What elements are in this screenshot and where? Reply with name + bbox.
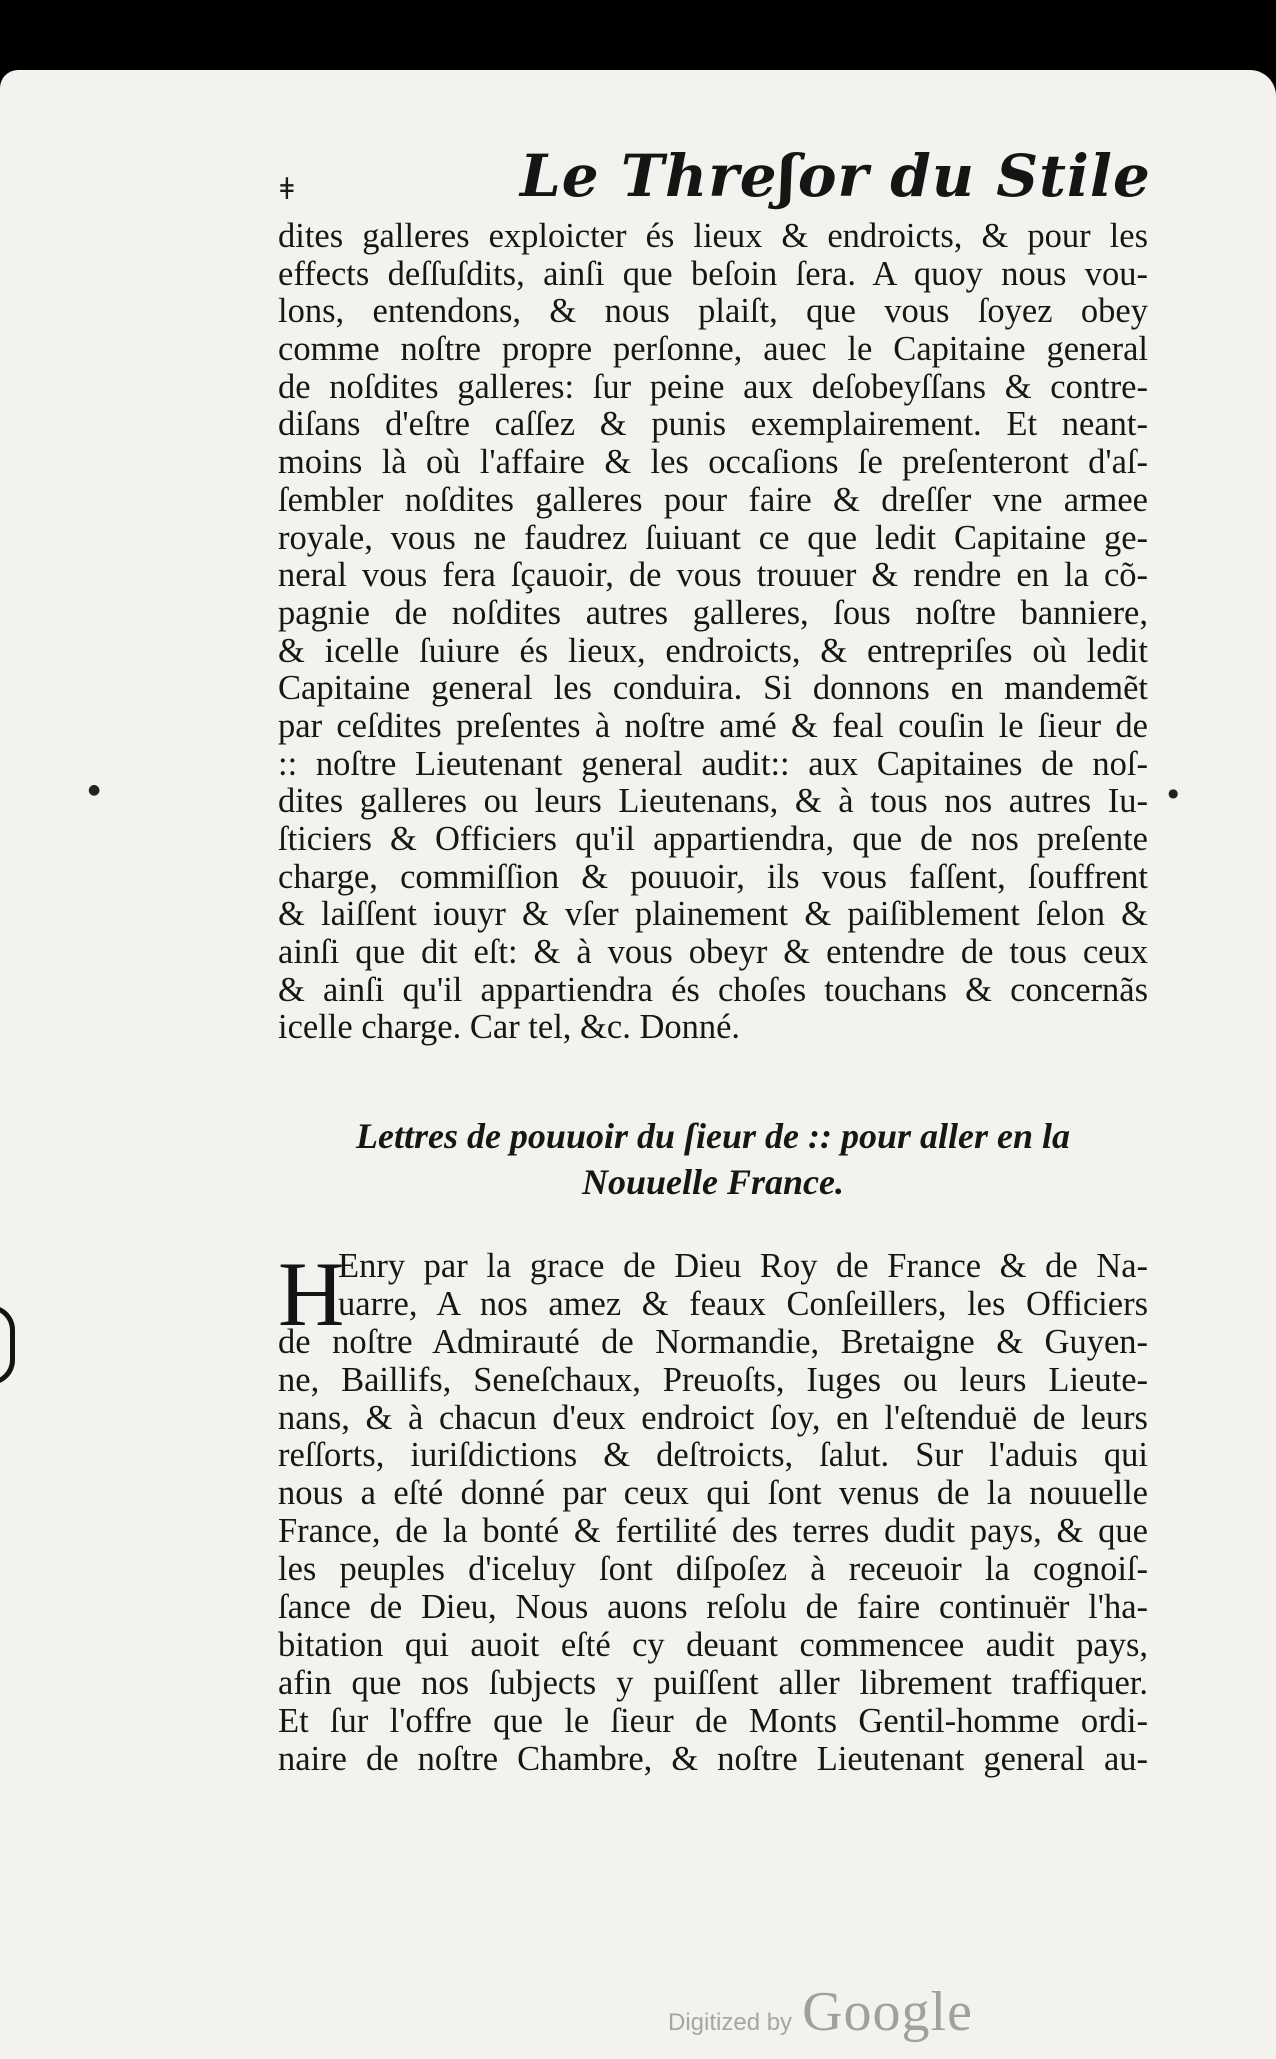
text-line: bitation qui auoit eſté cy deuant commencee audit pays, — [278, 1625, 1148, 1664]
ink-speck: ● — [1168, 786, 1179, 800]
text-line: moins là où l'affaire & les occaſions ſe preſenteront d'aſ- — [278, 443, 1148, 482]
text-line: royale, vous ne faudrez ſuiuant ce que ledit Capitaine ge- — [278, 518, 1148, 557]
text-line: neral vous fera ſçauoir, de vous trouuer & rendre en la cõ- — [278, 556, 1148, 595]
paragraph-1 — [278, 218, 1148, 1047]
running-head-mark: ǂ — [280, 172, 294, 207]
text-line: ſance de Dieu, Nous auons reſolu de faire continuër l'ha- — [278, 1588, 1148, 1627]
text-line: France, de la bonté & fertilité des terres dudit pays, & que — [278, 1512, 1148, 1551]
text-line: effects deſſuſdits, ainſi que beſoin ſera. A quoy nous vou- — [278, 254, 1148, 293]
text-line: diſans d'eſtre caſſez & punis exemplairement. Et neant- — [278, 405, 1148, 444]
text-line: ainſi que dit eſt: & à vous obeyr & entendre de tous ceux — [278, 933, 1148, 972]
text-line: :: noſtre Lieutenant general audit:: aux Capitaines de noſ- — [278, 744, 1148, 783]
text-line: dites galleres ou leurs Lieutenans, & à tous nos autres Iu- — [278, 782, 1148, 821]
book-page — [0, 70, 1276, 2059]
text-line: nans, & à chacun d'eux endroict ſoy, en l'eſtenduë de leurs — [278, 1398, 1148, 1437]
text-line: lons, entendons, & nous plaiſt, que vous ſoyez obey — [278, 292, 1148, 331]
drop-capital: H — [278, 1243, 345, 1345]
text-line: par ceſdites preſentes à noſtre amé & feal couſin le ſieur de — [278, 706, 1148, 745]
text-line: reſſorts, iuriſdictions & deſtroicts, ſalut. Sur l'aduis qui — [278, 1436, 1148, 1475]
text-line: naire de noſtre Chambre, & noſtre Lieutenant general au- — [278, 1739, 1148, 1778]
text-line: de noſtre Admirauté de Normandie, Bretaigne & Guyen- — [278, 1322, 1148, 1361]
page-edge-bracket-mark — [0, 1305, 15, 1385]
text-line: ſticiers & Officiers qu'il appartiendra, que de nos preſente — [278, 820, 1148, 858]
running-head-title: Le Threʃor du Stile — [520, 142, 1151, 210]
text-line: Capitaine general les conduira. Si donnons en mandemẽt — [278, 669, 1148, 708]
text-line: uarre, A nos amez & feaux Conſeillers, les Officiers — [338, 1284, 1148, 1323]
text-line: Enry par la grace de Dieu Roy de France & de Na- — [338, 1247, 1148, 1285]
section-heading — [278, 1113, 1148, 1205]
text-line: nous a eſté donné par ceux qui ſont venus de la nouuelle — [278, 1474, 1148, 1513]
digitization-watermark — [668, 1980, 973, 2044]
text-line: les peuples d'iceluy ſont diſpoſez à receuoir la cognoiſ- — [278, 1550, 1148, 1589]
watermark-prefix: Digitized by — [668, 2009, 793, 2036]
text-line: Et ſur l'offre que le ſieur de Monts Gentil-homme ordi- — [278, 1701, 1148, 1740]
heading-line: Lettres de pouuoir du ſieur de :: pour aller en la — [355, 1116, 1070, 1156]
ink-speck: ● — [88, 782, 101, 798]
heading-line: Nouuelle France. — [581, 1162, 844, 1202]
text-line: de noſdites galleres: ſur peine aux deſobeyſſans & contre- — [278, 367, 1148, 406]
text-line: comme noſtre propre perſonne, auec le Capitaine general — [278, 330, 1148, 369]
text-line: charge, commiſſion & pouuoir, ils vous faſſent, ſouffrent — [278, 857, 1148, 896]
text-line: pagnie de noſdites autres galleres, ſous noſtre banniere, — [278, 593, 1148, 632]
text-line: afin que nos ſubjects y puiſſent aller librement traffiquer. — [278, 1663, 1148, 1702]
text-line: & ainſi qu'il appartiendra és choſes touchans & concernãs — [278, 970, 1148, 1009]
text-line: icelle charge. Car tel, &c. Donné. — [278, 1008, 741, 1047]
text-line: & laiſſent iouyr & vſer plainement & paiſiblement ſelon & — [278, 895, 1148, 934]
text-line: dites galleres exploicter és lieux & endroicts, & pour les — [278, 217, 1148, 255]
paragraph-2 — [278, 1243, 1148, 1778]
text-line: & icelle ſuiure és lieux, endroicts, & entrepriſes où ledit — [278, 631, 1148, 670]
text-line: ne, Baillifs, Seneſchaux, Preuoſts, Iuges ou leurs Lieute- — [278, 1360, 1148, 1399]
text-line: ſembler noſdites galleres pour faire & dreſſer vne armee — [278, 480, 1148, 519]
watermark-logo: Google — [802, 1981, 973, 2043]
